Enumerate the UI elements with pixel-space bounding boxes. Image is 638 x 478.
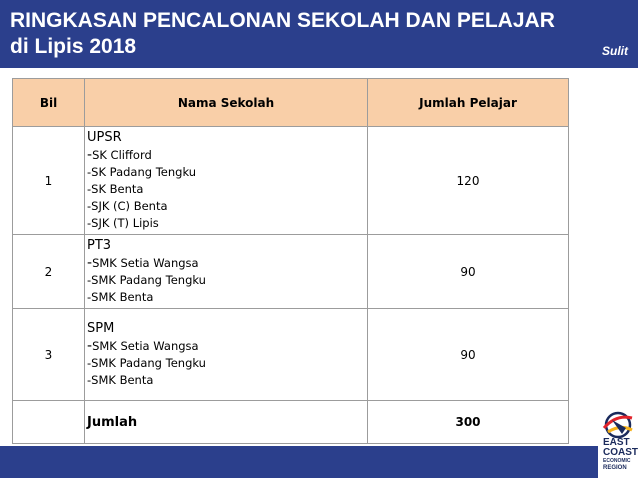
footer-bar bbox=[0, 446, 598, 478]
logo-text-region: REGION bbox=[603, 465, 627, 471]
student-count: 120 bbox=[368, 127, 569, 235]
student-count: 90 bbox=[368, 309, 569, 401]
school-item: -SK Clifford bbox=[87, 147, 152, 163]
school-item: -SJK (C) Benta bbox=[87, 199, 168, 213]
page-title: RINGKASAN PENCALONAN SEKOLAH DAN PELAJAR di Lipis 2018 bbox=[10, 9, 555, 58]
table-header-row bbox=[13, 79, 569, 127]
school-item: -SMK Benta bbox=[87, 290, 154, 304]
school-item: -SK Benta bbox=[87, 182, 144, 196]
header-bar bbox=[0, 0, 638, 68]
school-item: -SMK Benta bbox=[87, 373, 154, 387]
total-value: 300 bbox=[368, 401, 569, 444]
exam-level: UPSR bbox=[87, 130, 122, 145]
column-header-jumlah-pelajar: Jumlah Pelajar bbox=[368, 79, 569, 127]
school-item: -SMK Setia Wangsa bbox=[87, 338, 199, 354]
school-item: -SJK (T) Lipis bbox=[87, 216, 159, 230]
total-row bbox=[13, 401, 569, 444]
logo-text-economic: ECONOMIC bbox=[603, 458, 631, 464]
student-count: 90 bbox=[368, 235, 569, 309]
logo-text-east: EAST bbox=[603, 437, 630, 448]
school-cell bbox=[85, 235, 368, 309]
school-cell bbox=[85, 127, 368, 235]
table-row bbox=[13, 309, 569, 401]
school-item: -SK Padang Tengku bbox=[87, 165, 197, 179]
classification-tag: Sulit bbox=[602, 44, 628, 58]
row-number: 2 bbox=[13, 235, 85, 309]
exam-level: PT3 bbox=[87, 238, 112, 253]
empty-cell bbox=[13, 401, 85, 444]
column-header-bil: Bil bbox=[13, 79, 85, 127]
school-item: -SMK Padang Tengku bbox=[87, 273, 206, 287]
school-item: -SMK Setia Wangsa bbox=[87, 255, 199, 271]
table-row bbox=[13, 127, 569, 235]
school-item: -SMK Padang Tengku bbox=[87, 356, 206, 370]
exam-level: SPM bbox=[87, 321, 115, 336]
school-cell bbox=[85, 309, 368, 401]
row-number: 1 bbox=[13, 127, 85, 235]
total-label-cell bbox=[85, 401, 368, 444]
row-number: 3 bbox=[13, 309, 85, 401]
total-label: Jumlah bbox=[87, 414, 138, 430]
column-header-nama-sekolah: Nama Sekolah bbox=[85, 79, 368, 127]
summary-table bbox=[12, 78, 569, 444]
logo-text-coast: COAST bbox=[603, 447, 638, 458]
table-row bbox=[13, 235, 569, 309]
